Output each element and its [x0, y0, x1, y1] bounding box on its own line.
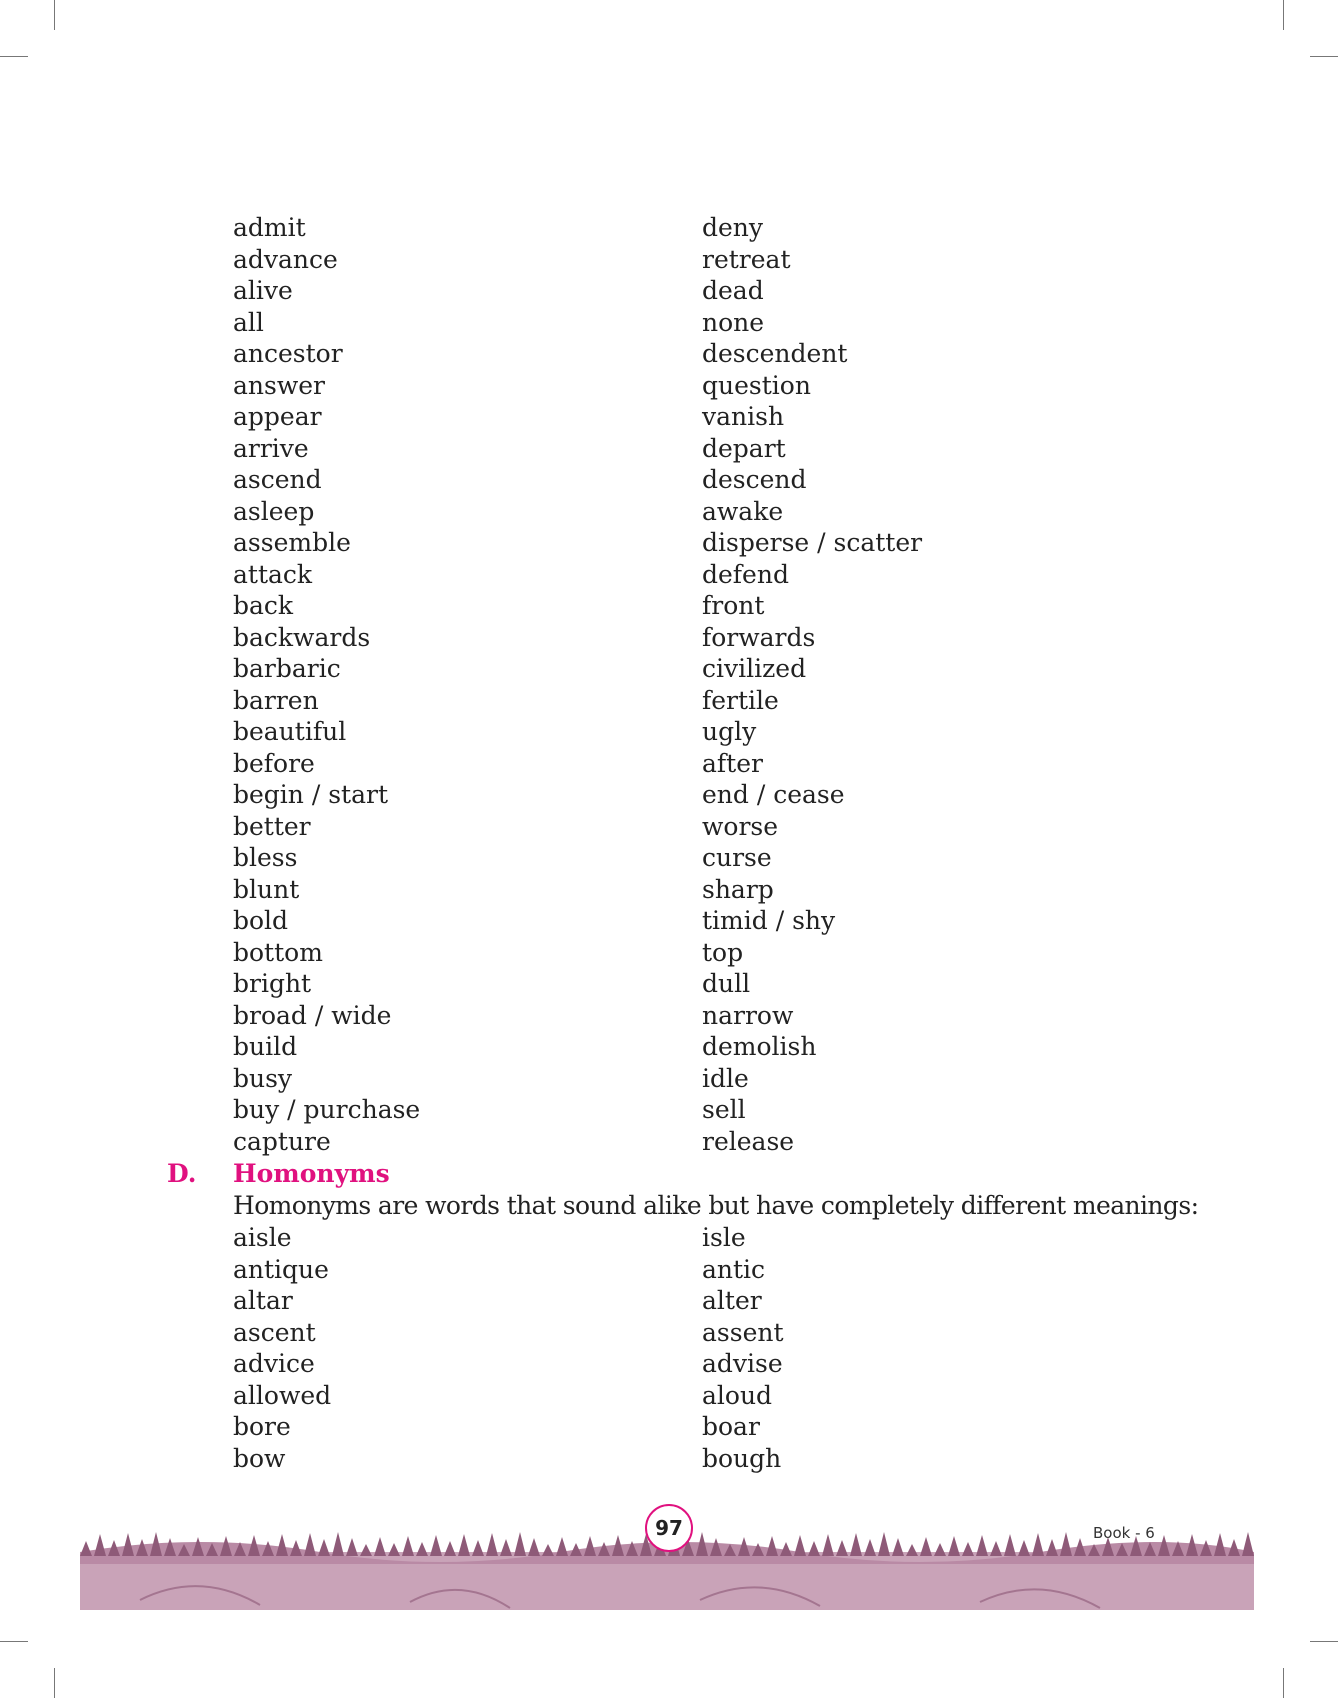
tree-icon: [1046, 1539, 1058, 1556]
antonyms-opposite: dead: [702, 276, 764, 305]
homonyms-word: aisle: [233, 1223, 292, 1252]
antonyms-opposite: release: [702, 1126, 795, 1156]
crop-mark: [1310, 1641, 1338, 1642]
antonyms-opposite: fertile: [702, 685, 779, 715]
tree-icon: [514, 1532, 526, 1556]
antonyms-opposite: idle: [702, 1063, 749, 1093]
tree-icon: [346, 1538, 358, 1556]
tree-icon: [80, 1541, 92, 1556]
antonyms-opposite: narrow: [702, 1000, 794, 1030]
antonyms-word: bottom: [233, 937, 323, 967]
homonyms-word: ascent: [233, 1317, 316, 1347]
tree-icon: [1214, 1533, 1226, 1556]
tree-icon: [780, 1542, 792, 1556]
antonyms-opposite: deny: [702, 213, 764, 242]
antonyms-opposite: retreat: [702, 244, 791, 274]
antonyms-word: bold: [233, 906, 289, 935]
tree-icon: [486, 1533, 498, 1556]
book-label: Book - 6: [1093, 1524, 1155, 1542]
homonyms-word: antique: [233, 1254, 329, 1284]
antonyms-opposite: timid / shy: [702, 906, 836, 935]
tree-icon: [878, 1532, 890, 1556]
tree-icon: [388, 1543, 400, 1556]
tree-icon: [542, 1544, 554, 1556]
antonyms-word: appear: [233, 402, 322, 431]
tree-icon: [500, 1539, 512, 1556]
tree-icon: [906, 1544, 918, 1556]
antonyms-word: buy / purchase: [233, 1095, 421, 1124]
antonyms-word: barbaric: [233, 654, 341, 683]
antonyms-word: alive: [233, 276, 293, 305]
crop-mark: [1310, 56, 1338, 57]
homonyms-opposite: assent: [702, 1317, 784, 1347]
tree-icon: [1060, 1532, 1072, 1556]
tree-icon: [920, 1537, 932, 1556]
antonyms-opposite: curse: [702, 843, 772, 872]
tree-icon: [304, 1533, 316, 1556]
antonyms-opposite: descend: [702, 465, 807, 494]
tree-icon: [976, 1535, 988, 1556]
antonyms-opposite: civilized: [702, 654, 807, 683]
antonyms-opposite: disperse / scatter: [702, 528, 923, 557]
tree-icon: [850, 1533, 862, 1556]
tree-icon: [318, 1539, 330, 1556]
antonyms-word: backwards: [233, 622, 371, 652]
tree-icon: [1228, 1539, 1240, 1556]
antonyms-opposite: depart: [702, 433, 786, 463]
antonyms-word: all: [233, 307, 264, 337]
antonyms-word: build: [233, 1032, 298, 1061]
antonyms-word: asleep: [233, 496, 315, 526]
homonyms-word: advice: [233, 1349, 315, 1378]
antonyms-opposite: after: [702, 748, 763, 778]
antonyms-opposite: forwards: [702, 622, 816, 652]
homonyms-opposite: isle: [702, 1223, 746, 1252]
tree-icon: [1032, 1533, 1044, 1556]
antonyms-word: arrive: [233, 433, 309, 463]
tree-icon: [276, 1534, 288, 1556]
antonyms-opposite: sell: [702, 1095, 746, 1124]
antonyms-word: capture: [233, 1126, 331, 1156]
antonyms-opposite: none: [702, 307, 765, 337]
tree-icon: [94, 1534, 106, 1556]
antonyms-word: barren: [233, 685, 319, 715]
crop-mark: [0, 1641, 28, 1642]
antonyms-word: assemble: [233, 528, 351, 557]
antonyms-word: ancestor: [233, 339, 343, 368]
homonyms-opposite: aloud: [702, 1380, 773, 1410]
tree-icon: [332, 1532, 344, 1556]
homonyms-opposite: bough: [702, 1443, 782, 1473]
crop-mark: [54, 0, 55, 30]
tree-icon: [822, 1534, 834, 1556]
tree-icon: [836, 1540, 848, 1556]
antonyms-opposite: defend: [702, 559, 789, 589]
tree-icon: [458, 1534, 470, 1556]
tree-icon: [444, 1541, 456, 1556]
tree-icon: [430, 1535, 442, 1556]
antonyms-word: admit: [233, 213, 306, 242]
antonyms-word: bright: [233, 969, 312, 998]
tree-icon: [990, 1541, 1002, 1556]
tree-icon: [528, 1538, 540, 1556]
antonyms-opposite: question: [702, 370, 811, 400]
tree-icon: [1242, 1532, 1254, 1556]
tree-icon: [766, 1536, 778, 1556]
tree-icon: [374, 1537, 386, 1556]
antonyms-word: broad / wide: [233, 1000, 392, 1030]
tree-icon: [948, 1536, 960, 1556]
section-letter: D.: [167, 1159, 197, 1188]
antonyms-opposite: ugly: [702, 717, 757, 746]
homonyms-opposite: alter: [702, 1286, 762, 1315]
section-intro: Homonyms are words that sound alike but have completely different meanings:: [233, 1191, 1199, 1220]
antonyms-word: back: [233, 591, 294, 620]
antonyms-opposite: top: [702, 937, 744, 967]
antonyms-word: bless: [233, 843, 298, 872]
antonyms-word: before: [233, 748, 315, 778]
tree-icon: [1004, 1534, 1016, 1556]
antonyms-opposite: end / cease: [702, 780, 845, 809]
tree-icon: [934, 1543, 946, 1556]
crop-mark: [54, 1668, 55, 1698]
crop-mark: [1283, 1668, 1284, 1698]
homonyms-opposite: boar: [702, 1412, 760, 1441]
antonyms-opposite: vanish: [702, 402, 785, 431]
antonyms-opposite: awake: [702, 496, 784, 526]
homonyms-opposite: advise: [702, 1349, 783, 1378]
tree-icon: [360, 1544, 372, 1556]
antonyms-word: busy: [233, 1063, 293, 1093]
tree-icon: [864, 1539, 876, 1556]
antonyms-word: advance: [233, 244, 338, 274]
crop-mark: [1283, 0, 1284, 30]
tree-icon: [122, 1533, 134, 1556]
tree-icon: [1018, 1540, 1030, 1556]
antonyms-word: blunt: [233, 874, 300, 904]
tree-icon: [416, 1542, 428, 1556]
antonyms-word: begin / start: [233, 780, 388, 809]
tree-icon: [584, 1536, 596, 1556]
antonyms-word: answer: [233, 370, 325, 400]
antonyms-opposite: worse: [702, 811, 779, 841]
antonyms-opposite: descendent: [702, 339, 848, 368]
crop-mark: [0, 56, 28, 57]
tree-icon: [962, 1542, 974, 1556]
antonyms-opposite: sharp: [702, 874, 774, 904]
tree-icon: [892, 1538, 904, 1556]
page-number-badge: 97: [645, 1504, 693, 1552]
homonyms-word: allowed: [233, 1380, 332, 1410]
tree-icon: [556, 1537, 568, 1556]
tree-icon: [808, 1541, 820, 1556]
tree-icon: [472, 1540, 484, 1556]
antonyms-word: attack: [233, 559, 313, 589]
homonyms-opposite: antic: [702, 1254, 766, 1284]
antonyms-word: better: [233, 811, 311, 841]
tree-icon: [402, 1536, 414, 1556]
tree-icon: [794, 1535, 806, 1556]
antonyms-opposite: demolish: [702, 1032, 817, 1061]
antonyms-opposite: front: [702, 591, 765, 620]
section-title: Homonyms: [233, 1159, 390, 1188]
antonyms-word: beautiful: [233, 717, 347, 746]
homonyms-word: bore: [233, 1412, 291, 1441]
homonyms-word: altar: [233, 1286, 293, 1315]
antonyms-word: ascend: [233, 465, 322, 494]
homonyms-word: bow: [233, 1443, 286, 1473]
antonyms-opposite: dull: [702, 969, 751, 998]
